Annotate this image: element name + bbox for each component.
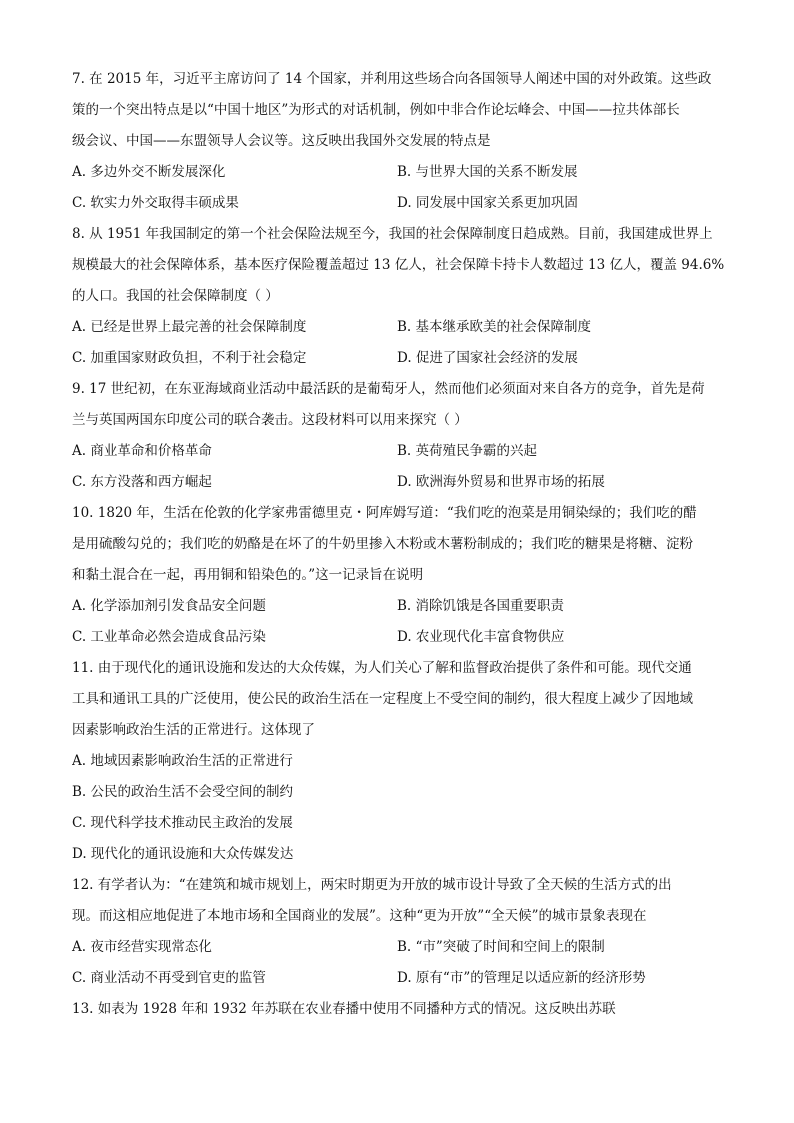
options-row	[72, 436, 732, 467]
options-row	[72, 312, 732, 343]
question-text-line: 策的一个突出特点是以“中国十地区”为形式的对话机制，例如中非合作论坛峰会、中国——拉共体部长	[72, 102, 680, 118]
question-text-line: 13. 如表为 1928 年和 1932 年苏联在农业春播中使用不同播种方式的情况。这反映出苏联	[72, 1001, 616, 1017]
question-block	[72, 994, 732, 1025]
answer-option: A. 多边外交不断发展深化	[72, 164, 226, 180]
options-row	[72, 157, 732, 188]
options-row	[72, 932, 732, 963]
options-row	[72, 467, 732, 498]
question-block	[72, 219, 732, 374]
question-text-line: 和黏土混合在一起，再用铜和铅染色的。”这一记录旨在说明	[72, 567, 424, 583]
answer-option: C. 东方没落和西方崛起	[72, 474, 212, 490]
answer-option: C. 商业活动不再受到官吏的监管	[72, 970, 266, 986]
answer-option: D. 农业现代化丰富食物供应	[397, 629, 565, 645]
answer-option: D. 现代化的通讯设施和大众传媒发达	[72, 846, 294, 862]
question-text-line: 8. 从 1951 年我国制定的第一个社会保险法规至今，我国的社会保障制度日趋成熟。目前，我国建成世界上	[72, 226, 713, 242]
question-block	[72, 64, 732, 219]
question-text-line: 级会议、中国——东盟领导人会议等。这反映出我国外交发展的特点是	[72, 133, 491, 149]
question-text-line: 因素影响政治生活的正常进行。这体现了	[72, 722, 315, 738]
answer-option: D. 原有“市”的管理足以适应新的经济形势	[397, 970, 646, 986]
answer-option: B. 基本继承欧美的社会保障制度	[397, 319, 592, 335]
options-row	[72, 343, 732, 374]
answer-option: A. 化学添加剂引发食品安全问题	[72, 598, 266, 614]
answer-option: A. 夜市经营实现常态化	[72, 939, 212, 955]
question-block	[72, 653, 732, 870]
answer-option: B. 英荷殖民争霸的兴起	[397, 443, 538, 459]
question-text-line: 规模最大的社会保障体系，基本医疗保险覆盖超过 13 亿人，社会保障卡持卡人数超过 13 亿人，覆盖 94.6%	[72, 257, 725, 273]
question-text-line: 现。而这相应地促进了本地市场和全国商业的发展”。这种“更为开放”“全天候”的城市景象表现在	[72, 908, 647, 924]
answer-option: B. “市”突破了时间和空间上的限制	[397, 939, 605, 955]
question-text-line: 工具和通讯工具的广泛使用，使公民的政治生活在一定程度上不受空间的制约，很大程度上减少了因地域	[72, 691, 693, 707]
question-text-line: 兰与英国两国东印度公司的联合袭击。这段材料可以用来探究（ ）	[72, 412, 468, 428]
answer-option: A. 地域因素影响政治生活的正常进行	[72, 753, 293, 769]
answer-option: C. 软实力外交取得丰硕成果	[72, 195, 239, 211]
question-text-line: 11. 由于现代化的通讯设施和发达的大众传媒，为人们关心了解和监督政治提供了条件和可能。现代交通	[72, 660, 692, 676]
question-text-line: 的人口。我国的社会保障制度（ ）	[72, 288, 279, 304]
options-row	[72, 591, 732, 622]
answer-option: B. 消除饥饿是各国重要职责	[397, 598, 565, 614]
question-text-line: 9. 17 世纪初，在东亚海域商业活动中最活跃的是葡萄牙人，然而他们必须面对来自各方的竞争，首先是荷	[72, 381, 705, 397]
answer-option: A. 商业革命和价格革命	[72, 443, 212, 459]
options-row	[72, 622, 732, 653]
answer-option: B. 公民的政治生活不会受空间的制约	[72, 784, 294, 800]
answer-option: A. 已经是世界上最完善的社会保障制度	[72, 319, 307, 335]
answer-option: D. 欧洲海外贸易和世界市场的拓展	[397, 474, 605, 490]
question-block	[72, 374, 732, 498]
answer-option: C. 现代科学技术推动民主政治的发展	[72, 815, 293, 831]
options-row	[72, 963, 732, 994]
question-block	[72, 498, 732, 653]
options-row	[72, 188, 732, 219]
document-page	[72, 64, 732, 1025]
answer-option: C. 加重国家财政负担，不利于社会稳定	[72, 350, 307, 366]
question-text-line: 10. 1820 年，生活在伦敦的化学家弗雷德里克・阿库姆写道：“我们吃的泡菜是用铜染绿的；我们吃的醋	[72, 505, 697, 521]
question-text-line: 是用硫酸勾兑的；我们吃的奶酪是在坏了的牛奶里掺入木粉或木薯粉制成的；我们吃的糖果是将糖、淀粉	[72, 536, 693, 552]
answer-option: D. 促进了国家社会经济的发展	[397, 350, 578, 366]
answer-option: B. 与世界大国的关系不断发展	[397, 164, 578, 180]
question-text-line: 12. 有学者认为：“在建筑和城市规划上，两宋时期更为开放的城市设计导致了全天候的生活方式的出	[72, 877, 672, 893]
question-block	[72, 870, 732, 994]
answer-option: C. 工业革命必然会造成食品污染	[72, 629, 266, 645]
question-text-line: 7. 在 2015 年，习近平主席访问了 14 个国家，并利用这些场合向各国领导人阐述中国的对外政策。这些政	[72, 71, 712, 87]
answer-option: D. 同发展中国家关系更加巩固	[397, 195, 578, 211]
